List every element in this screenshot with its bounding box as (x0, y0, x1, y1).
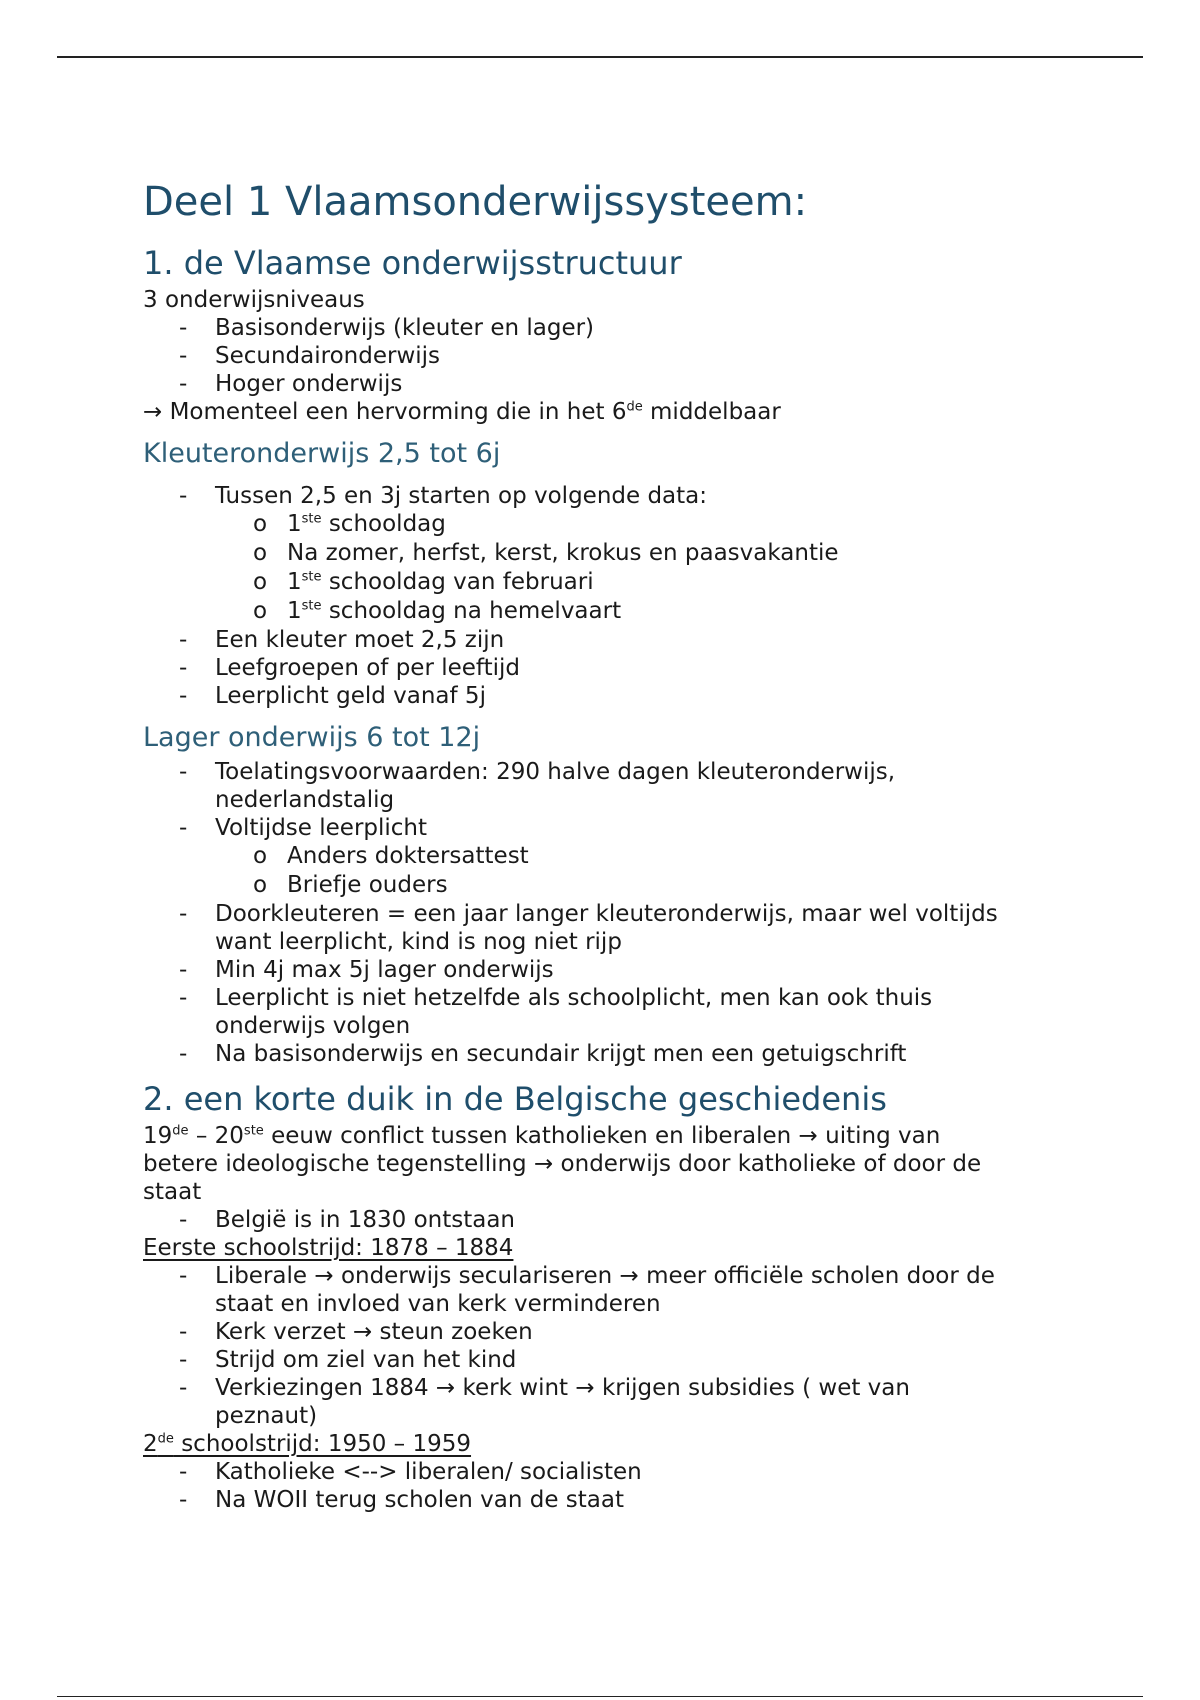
section-heading-history: 2. een korte duik in de Belgische geschiedenis (143, 1080, 887, 1118)
list-item: - Leerplicht geld vanaf 5j (179, 683, 486, 709)
list-item: - Doorkleuteren = een jaar langer kleuteronderwijs, maar wel voltijds want leerplicht, kind is nog niet rijp (179, 901, 998, 955)
header-rule (57, 56, 1143, 58)
sub-list-item: o 1ste schooldag na hemelvaart (253, 598, 622, 624)
sub-list-item: o 1ste schooldag van februari (253, 569, 594, 595)
list-item: - Hoger onderwijs (179, 371, 403, 397)
list-item: - Liberale → onderwijs seculariseren → meer officiële scholen door de staat en invloed van kerk verminderen (179, 1263, 995, 1317)
list-item: - Na WOII terug scholen van de staat (179, 1487, 625, 1513)
document-page (143, 172, 1063, 1514)
history-intro: 19de – 20ste eeuw conflict tussen katholieken en liberalen → uiting van betere ideologische tegenstelling → onderwijs door katholieke of door de staat (143, 1123, 982, 1205)
list-item: - Leefgroepen of per leeftijd (179, 655, 520, 681)
list-item: - België is in 1830 ontstaan (179, 1207, 516, 1233)
levels-intro: 3 onderwijsniveaus (143, 287, 365, 313)
subheading-kleuter: Kleuteronderwijs 2,5 tot 6j (143, 438, 501, 469)
schoolstrijd-1-heading: Eerste schoolstrijd: 1878 – 1884 (143, 1235, 514, 1261)
sub-list-item: o Na zomer, herfst, kerst, krokus en paasvakantie (253, 540, 839, 566)
page-title: Deel 1 Vlaamsonderwijssysteem: (143, 179, 808, 225)
list-item: - Tussen 2,5 en 3j starten op volgende data: (179, 483, 708, 509)
list-item: - Secundaironderwijs (179, 343, 441, 369)
list-item: - Min 4j max 5j lager onderwijs (179, 957, 554, 983)
list-item: - Basisonderwijs (kleuter en lager) (179, 315, 595, 341)
list-item: - Voltijdse leerplicht (179, 815, 428, 841)
sub-list-item: o Briefje ouders (253, 872, 448, 898)
list-item: - Kerk verzet → steun zoeken (179, 1319, 533, 1345)
footer-rule (57, 1696, 1143, 1697)
sub-list-item: o 1ste schooldag (253, 511, 446, 537)
list-item: - Na basisonderwijs en secundair krijgt men een getuigschrift (179, 1041, 907, 1067)
list-item: - Katholieke <--> liberalen/ socialisten (179, 1459, 642, 1485)
section-heading-structure: 1. de Vlaamse onderwijsstructuur (143, 244, 682, 282)
reform-note: → Momenteel een hervorming die in het 6de middelbaar (143, 399, 781, 425)
list-item: - Een kleuter moet 2,5 zijn (179, 627, 505, 653)
list-item: - Toelatingsvoorwaarden: 290 halve dagen kleuteronderwijs, nederlandstalig (179, 759, 896, 813)
list-item: - Strijd om ziel van het kind (179, 1347, 517, 1373)
subheading-lager: Lager onderwijs 6 tot 12j (143, 722, 481, 753)
sub-list-item: o Anders doktersattest (253, 843, 529, 869)
list-item: - Verkiezingen 1884 → kerk wint → krijgen subsidies ( wet van peznaut) (179, 1375, 910, 1429)
list-item: - Leerplicht is niet hetzelfde als schoolplicht, men kan ook thuis onderwijs volgen (179, 985, 933, 1039)
schoolstrijd-2-heading: 2de schoolstrijd: 1950 – 1959 (143, 1431, 472, 1457)
